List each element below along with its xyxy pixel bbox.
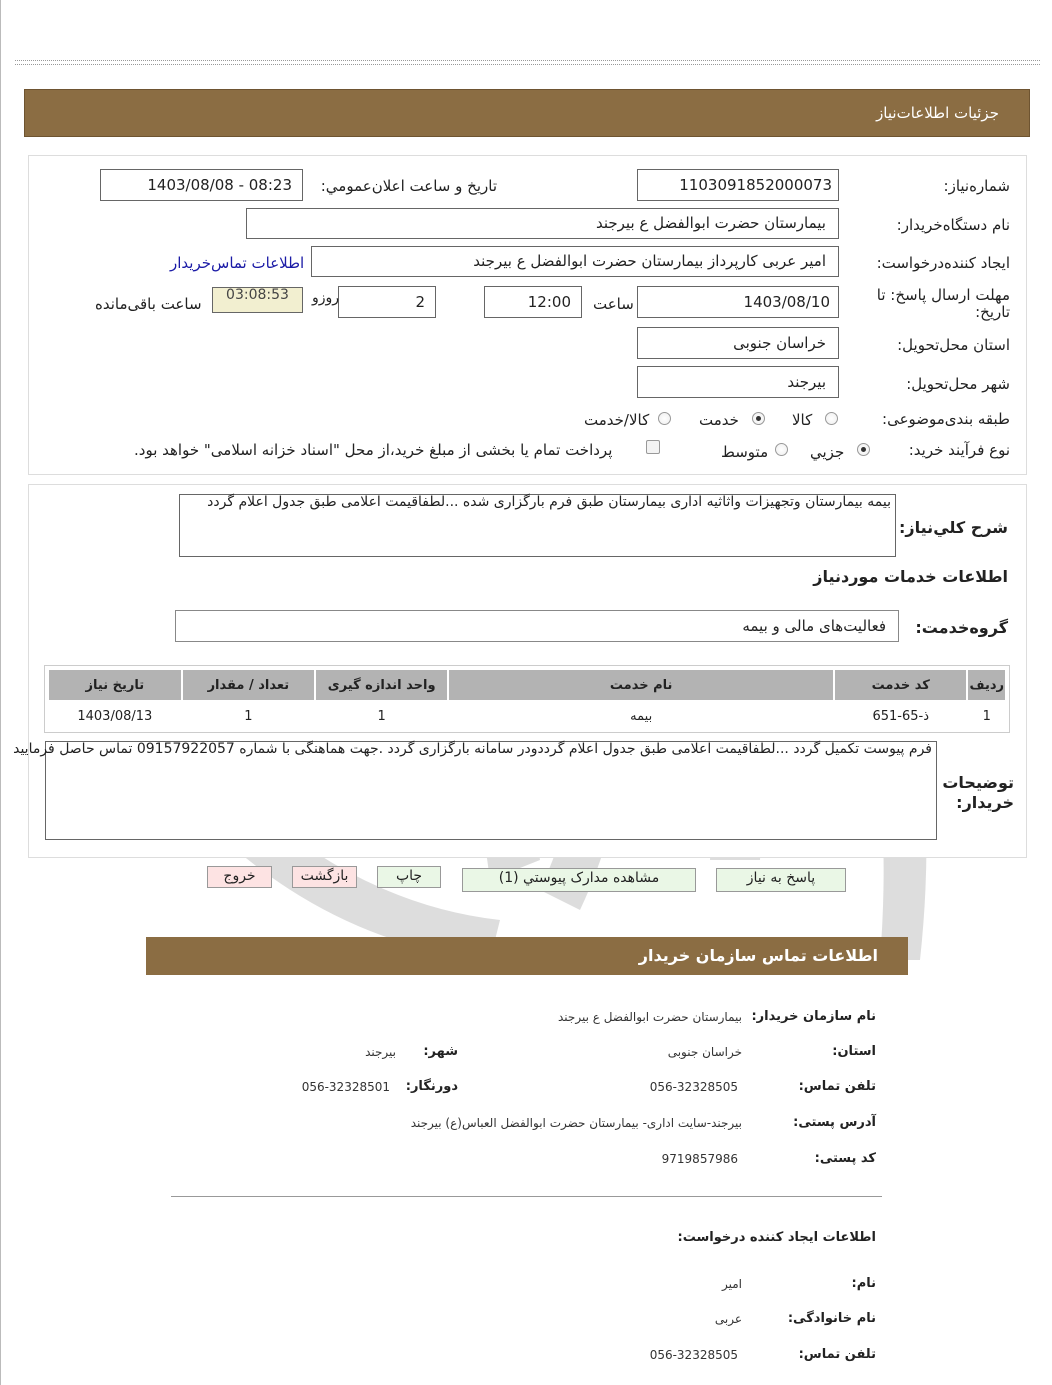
- buyer-org-label: نام دستگاه‌خریدار:: [896, 216, 1010, 234]
- city-field: بیرجند: [637, 366, 839, 398]
- process-minor-label: جزيي: [810, 443, 845, 461]
- col-qty-header: تعداد / مقدار: [183, 670, 314, 700]
- divider-top-2: [15, 64, 1040, 65]
- creator-family-value: عربی: [714, 1312, 742, 1326]
- contact-fax-label: دورنگار:: [405, 1079, 458, 1094]
- contact-org-value: بیمارستان حضرت ابوالفضل ع بیرجند: [557, 1010, 742, 1024]
- contact-postal-value: 9719857986: [661, 1152, 738, 1166]
- category-goods-radio[interactable]: [825, 412, 838, 425]
- province-label: استان محل‌تحویل:: [897, 336, 1010, 354]
- contact-province-label: استان:: [832, 1044, 876, 1059]
- contact-fax-value: 056-32328501: [301, 1080, 390, 1094]
- cell-row: 1: [968, 702, 1005, 730]
- details-header: [24, 89, 1030, 137]
- cell-date: 1403/08/13: [49, 702, 181, 730]
- remaining-label: ساعت باقی‌مانده: [95, 295, 202, 313]
- process-medium-radio[interactable]: [775, 443, 788, 456]
- province-field: خراسان جنوبی: [637, 327, 839, 359]
- contact-address-value: بیرجند-سایت اداری- بیمارستان حضرت ابوالفضل العباس(ع) بیرجند: [410, 1116, 742, 1130]
- contact-org-label: نام سازمان خریدار:: [751, 1009, 876, 1024]
- col-name-header: نام خدمت: [449, 670, 833, 700]
- deadline-label: مهلت ارسال پاسخ: تا تاریخ:: [876, 286, 1010, 321]
- reply-button[interactable]: پاسخ به نیاز: [716, 868, 846, 892]
- category-goods-service-label: کالا/خدمت: [584, 411, 650, 429]
- creator-field: امیر عربی کارپرداز بیمارستان حضرت ابوالفضل ع بیرجند: [311, 246, 839, 277]
- category-goods-label: کالا: [792, 411, 813, 429]
- category-label: طبقه بندی‌موضوعی:: [882, 410, 1010, 428]
- cell-name: بیمه: [449, 702, 833, 730]
- announce-date-field: 1403/08/08 - 08:23: [100, 169, 303, 201]
- details-header-title: جزئیات اطلاعات‌نیاز: [876, 104, 999, 122]
- creator-name-value: امیر: [721, 1277, 742, 1291]
- creator-label: ایجاد کننده‌درخواست:: [876, 254, 1010, 272]
- creator-phone-value: 056-32328505: [649, 1348, 738, 1362]
- buyer-notes-textarea[interactable]: فرم پیوست تکمیل گردد ...لطفاقیمت اعلامی طبق جدول اعلام گرددودر سامانه بارگزاری گردد .جهت هماهنگی با شماره 09157922057 تماس حاصل فرمایید: [45, 741, 937, 840]
- contact-phone-value: 056-32328505: [649, 1080, 738, 1094]
- cell-unit: 1: [316, 702, 447, 730]
- services-section-title: اطلاعات خدمات موردنیاز: [813, 567, 1008, 586]
- treasury-payment-checkbox[interactable]: [646, 440, 660, 454]
- creator-family-label: نام خانوادگی:: [787, 1311, 876, 1326]
- buyer-org-field: بیمارستان حضرت ابوالفضل ع بیرجند: [246, 208, 839, 239]
- creator-name-label: نام:: [851, 1276, 876, 1291]
- need-number-field: 1103091852000073: [637, 169, 839, 201]
- category-service-label: خدمت: [699, 411, 739, 429]
- hour-label: ساعت: [593, 295, 634, 313]
- category-goods-service-radio[interactable]: [658, 412, 671, 425]
- deadline-date-field: 1403/08/10: [637, 286, 839, 318]
- table-row: [49, 702, 1005, 730]
- col-date-header: تاریخ نیاز: [49, 670, 181, 700]
- cell-qty: 1: [183, 702, 314, 730]
- days-field: 2: [338, 286, 436, 318]
- buyer-contact-link[interactable]: اطلاعات تماس‌خریدار: [170, 254, 305, 272]
- city-label: شهر محل‌تحویل:: [906, 375, 1010, 393]
- attachments-button[interactable]: مشاهده مدارک پیوستي (1): [462, 868, 696, 892]
- contact-phone-label: تلفن تماس:: [798, 1079, 876, 1094]
- buyer-contact-title: اطلاعات تماس سازمان خریدار: [638, 946, 878, 965]
- contact-address-label: آدرس پستی:: [793, 1115, 876, 1130]
- summary-label: شرح کلي‌نیاز:: [899, 518, 1008, 537]
- contact-province-value: خراسان جنوبی: [667, 1045, 742, 1059]
- service-group-label: گروه‌خدمت:: [915, 618, 1008, 637]
- category-service-radio[interactable]: [752, 412, 765, 425]
- creator-info-title: اطلاعات ایجاد کننده درخواست:: [677, 1230, 876, 1245]
- col-code-header: کد خدمت: [835, 670, 966, 700]
- cell-code: ذ-65-651: [835, 702, 966, 730]
- contact-city-label: شهر:: [423, 1044, 458, 1059]
- contact-postal-label: کد پستی:: [814, 1151, 876, 1166]
- deadline-time-field: 12:00: [484, 286, 582, 318]
- print-button[interactable]: چاپ: [377, 866, 441, 888]
- need-number-label: شماره‌نیاز:: [943, 177, 1010, 195]
- process-minor-radio[interactable]: [857, 443, 870, 456]
- announce-date-label: تاريخ و ساعت اعلان‌عمومي:: [320, 177, 497, 195]
- contact-divider: [171, 1196, 882, 1197]
- creator-phone-label: تلفن تماس:: [798, 1347, 876, 1362]
- days-label: روزو: [312, 290, 340, 306]
- divider-top: [15, 60, 1040, 61]
- exit-button[interactable]: خروج: [207, 866, 272, 888]
- contact-city-value: بیرجند: [365, 1045, 396, 1059]
- treasury-payment-note: پرداخت تمام یا بخشی از مبلغ خرید،از محل "اسناد خزانه اسلامی" خواهد بود.: [134, 441, 613, 459]
- process-medium-label: متوسط: [721, 443, 769, 461]
- buyer-contact-header: [146, 937, 908, 975]
- col-unit-header: واحد اندازه گیری: [316, 670, 447, 700]
- back-button[interactable]: بازگشت: [292, 866, 357, 888]
- service-group-field: فعالیت‌های مالی و بیمه: [175, 610, 899, 642]
- services-table: [47, 668, 1007, 732]
- process-label: نوع فرآیند خرید:: [908, 441, 1010, 459]
- col-row-header: ردیف: [968, 670, 1005, 700]
- buyer-notes-label: توضیحات خریدار:: [942, 773, 1014, 812]
- remaining-time-field: 03:08:53: [212, 287, 303, 313]
- page-left-border: [0, 0, 1, 1385]
- summary-textarea[interactable]: بیمه بیمارستان وتجهیزات واثاثیه اداری بیمارستان طبق فرم بارگزاری شده ...لطفاقیمت اعلامی طبق جدول اعلام گردد: [179, 494, 896, 557]
